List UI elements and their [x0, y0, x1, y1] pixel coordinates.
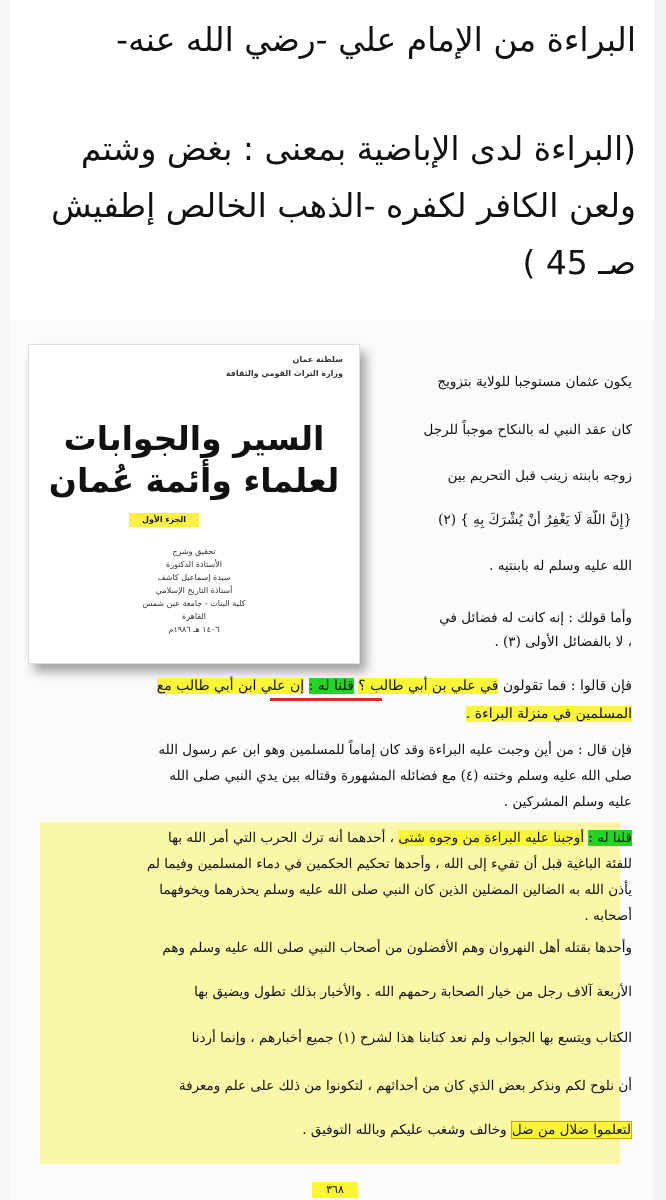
- answer-text: ، أحدهما أنه ترك الحرب التي أمر الله بها: [168, 830, 395, 846]
- cover-credit: أستاذة التاريخ الإسلامي: [155, 586, 233, 595]
- cover-title: السير والجوابات: [63, 419, 325, 458]
- text-line: للفئة الباغية قبل أن تفيء إلى الله ، وأحدها تحكيم الحكمين في دماء المسلمين وفيما لم: [146, 856, 632, 872]
- cover-publisher: سلطنة عمان: [292, 355, 343, 364]
- text-line: الكتاب ويتسع بها الجواب ولم نعد كتابنا هذا لشرح (١) جميع أخبارهم ، وإنما أردنا: [191, 1030, 632, 1046]
- text-line: الله عليه وسلم له بابنتيه .: [489, 558, 632, 574]
- text-line: ، لا بالفضائل الأولى (٣) .: [494, 634, 632, 650]
- cover-credit: ١٤٠٦ هـ ١٩٨٦م: [168, 625, 220, 634]
- cover-ministry: وزارة التراث القومي والثقافة: [225, 369, 343, 378]
- text-line: زوجه بابنته زينب قبل التحريم بين: [447, 468, 632, 484]
- cover-credit: تحقيق وشرح: [172, 547, 216, 556]
- cover-part-label: الجزء الأول: [129, 513, 199, 527]
- answer-line: [24, 704, 632, 724]
- cover-credit: القاهرة: [182, 612, 206, 621]
- answer-text: وخالف وشغب عليكم وبالله التوفيق .: [302, 1122, 507, 1138]
- post-title: البراءة من الإمام علي -رضي الله عنه-: [116, 20, 636, 59]
- red-underline: [270, 698, 382, 701]
- right-margin: [654, 0, 666, 1200]
- cover-credit: كلية البنات - جامعة عين شمس: [142, 599, 246, 608]
- post-quote: (البراءة لدى الإباضية بمعنى : بغض وشتم ولعن الكافر لكفره -الذهب الخالص إطفيش صـ 45 ): [51, 129, 636, 282]
- text-line: يأذن الله به الضالين المضلين الذين كان النبي صلى الله عليه وسلم يحذرهما ويخوفهما: [159, 882, 632, 898]
- page-number: ٣٦٨: [312, 1182, 358, 1198]
- text-line: الأربعة آلاف رجل من خيار الصحابة رحمهم الله . والأخبار بذلك تطول ويضيق بها: [194, 984, 632, 1000]
- text-line: يكون عثمان مستوجبا للولاية بتزويج: [437, 374, 632, 390]
- text-line: صلى الله عليه وسلم وختنه (٤) مع فضائله المشهورة وقتاله بين يدي النبي صلى الله: [169, 768, 632, 784]
- text-line: فإن قال : من أين وجبت عليه البراءة وقد كان إماماً للمسلمين وهو ابن عم رسول الله: [158, 742, 632, 758]
- text-line: أن نلوح لكم ونذكر بعض الذي كان من أحداثهم ، لتكونوا من ذلك على علم ومعرفة: [178, 1078, 632, 1094]
- cover-credit: سيدة إسماعيل كاشف: [157, 573, 231, 582]
- highlighted-answer: إن علي ابن أبي طالب مع: [156, 678, 305, 694]
- answer-label: قلنا له :: [308, 678, 354, 694]
- text-line: وأحدها بقتله أهل النهروان وهم الأفضلون من أصحاب النبي صلى الله عليه وسلم وهم: [162, 940, 632, 956]
- book-cover-image: [28, 344, 360, 664]
- highlighted-phrase: أوجبنا عليه البراءة من وجوه شتى: [398, 830, 585, 846]
- text-line: كان عقد النبي له بالنكاح موجباً للرجل: [423, 422, 632, 438]
- highlighted-answer-cont: المسلمين في منزلة البراءة .: [465, 706, 632, 722]
- text-line: عليه وسلم المشركين .: [503, 794, 632, 810]
- text-line: أصحابه .: [584, 908, 632, 924]
- left-margin: [0, 0, 10, 1200]
- cover-credit: الأستاذة الدكتورة: [166, 560, 222, 569]
- answer-first-line: [24, 828, 632, 848]
- text-line: وأما قولك : إنه كانت له فضائل في: [439, 610, 632, 626]
- scanned-book-page: [10, 320, 654, 1200]
- highlighted-phrase: لتعلموا ضلال من ضل: [511, 1122, 631, 1138]
- answer-last-line: [24, 1120, 632, 1140]
- answer-label: قلنا له :: [588, 830, 632, 846]
- question-line: [24, 676, 632, 696]
- cover-title-line2: لعلماء وأئمة عُمان: [48, 461, 340, 500]
- highlighted-phrase: في علي بن أبي طالب ؟: [358, 678, 499, 694]
- text-line: {إِنَّ اللَّهَ لَا يَغْفِرُ أَنْ يُشْرَكَ بِهِ } (٢): [438, 512, 632, 528]
- question-prefix: فإن قالوا : فما تقولون: [502, 678, 632, 694]
